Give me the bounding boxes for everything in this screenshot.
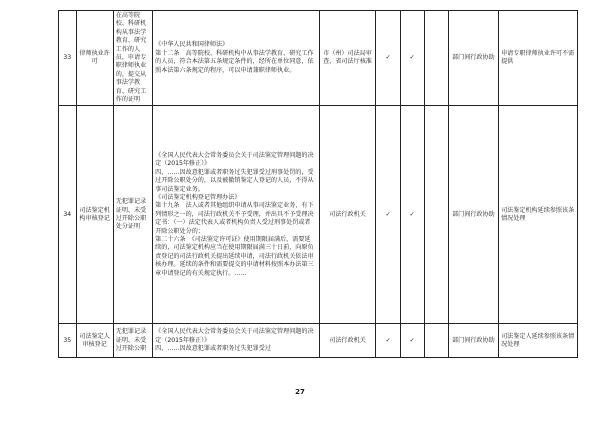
page-number: 27 — [295, 388, 305, 396]
department-cell: 司法行政机关 — [319, 106, 376, 324]
table-row — [59, 106, 578, 324]
check-mark: ✓ — [376, 106, 400, 324]
row-number: 35 — [59, 324, 77, 358]
row-number: 33 — [59, 11, 77, 106]
row-number: 34 — [59, 106, 77, 324]
materials-cell: 无犯罪记录证明、未受过开除公职处分证明 — [113, 106, 152, 324]
department-cell: 市（州）司法局审查，省司法厅核准 — [319, 11, 376, 106]
basis-line: 《司法鉴定机构登记管理办法》 — [155, 193, 241, 201]
cooperation-cell: 部门间行政协助 — [448, 106, 498, 324]
basis-line: 《中华人民共和国律师法》 — [155, 41, 229, 49]
matter-name: 律师执业许可 — [76, 11, 113, 106]
remark-cell: 司法鉴定机构延续参照该条情况处理 — [499, 106, 578, 324]
cooperation-cell: 部门间行政协助 — [448, 324, 498, 358]
basis-line: 第十二条 高等院校、科研机构中从事法学教育、研究工作的人员，符合本法第五条规定条件的，经所在单位同意，依照本法第六条规定的程序，可以申请兼职律师执业。 — [155, 49, 314, 74]
remark-cell: 申请专职律师执业许可不需提供 — [499, 11, 578, 106]
basis-cell — [153, 106, 319, 324]
basis-cell — [153, 324, 319, 358]
check-mark — [424, 324, 448, 358]
cooperation-cell: 部门间行政协助 — [448, 11, 498, 106]
check-mark — [424, 106, 448, 324]
remark-cell: 司法鉴定人延续参照该条情况处理 — [499, 324, 578, 358]
check-mark: ✓ — [376, 324, 400, 358]
basis-line: 四、……因故意犯罪或者职务过失犯罪受过 — [155, 345, 271, 353]
materials-cell: 在高等院校、科研机构从事法学教育、研究工作的人员，申请专职律师执业的，提交从事法学教育、研究工作的证明 — [113, 11, 152, 106]
basis-line: 《全国人民代表大会常务委员会关于司法鉴定管理问题的决定（2015年修正）》 — [155, 151, 314, 168]
materials-cell: 无犯罪记录证明、未受过开除公职 — [113, 324, 152, 358]
basis-line: 四、……因故意犯罪或者职务过失犯罪受过刑事处罚的，受过开除公职处分的，以及被撤销鉴定人登记的人员，不得从事司法鉴定业务。 — [155, 168, 314, 193]
check-mark: ✓ — [376, 11, 400, 106]
table-row — [59, 11, 578, 106]
check-mark — [424, 11, 448, 106]
check-mark: ✓ — [400, 106, 424, 324]
matter-name: 司法鉴定人审核登记 — [76, 324, 113, 358]
basis-line: 第十九条 法人或者其他组织申请从事司法鉴定业务，有下列情形之一的，司法行政机关不予受理，并出具不予受理决定书：（一）法定代表人或者机构负责人受过刑事处罚或者开除公职处分的； — [155, 202, 314, 235]
check-mark: ✓ — [400, 11, 424, 106]
table-row — [59, 324, 578, 358]
basis-line: 第二十六条 《司法鉴定许可证》使用期限届满后，需要延续的，司法鉴定机构应当在使用期限届满三十日前，向原负责登记的司法行政机关提出延续申请，司法行政机关依法审核办理。延续的条件和需要提交的申请材料按照本办法第三章申请登记的有关规定执行。…… — [155, 235, 314, 277]
basis-cell — [153, 11, 319, 106]
check-mark: ✓ — [400, 324, 424, 358]
department-cell: 司法行政机关 — [319, 324, 376, 358]
matters-table — [58, 10, 578, 358]
matter-name: 司法鉴定机构审核登记 — [76, 106, 113, 324]
basis-line: 《全国人民代表大会常务委员会关于司法鉴定管理问题的决定（2015年修正）》 — [155, 328, 314, 344]
